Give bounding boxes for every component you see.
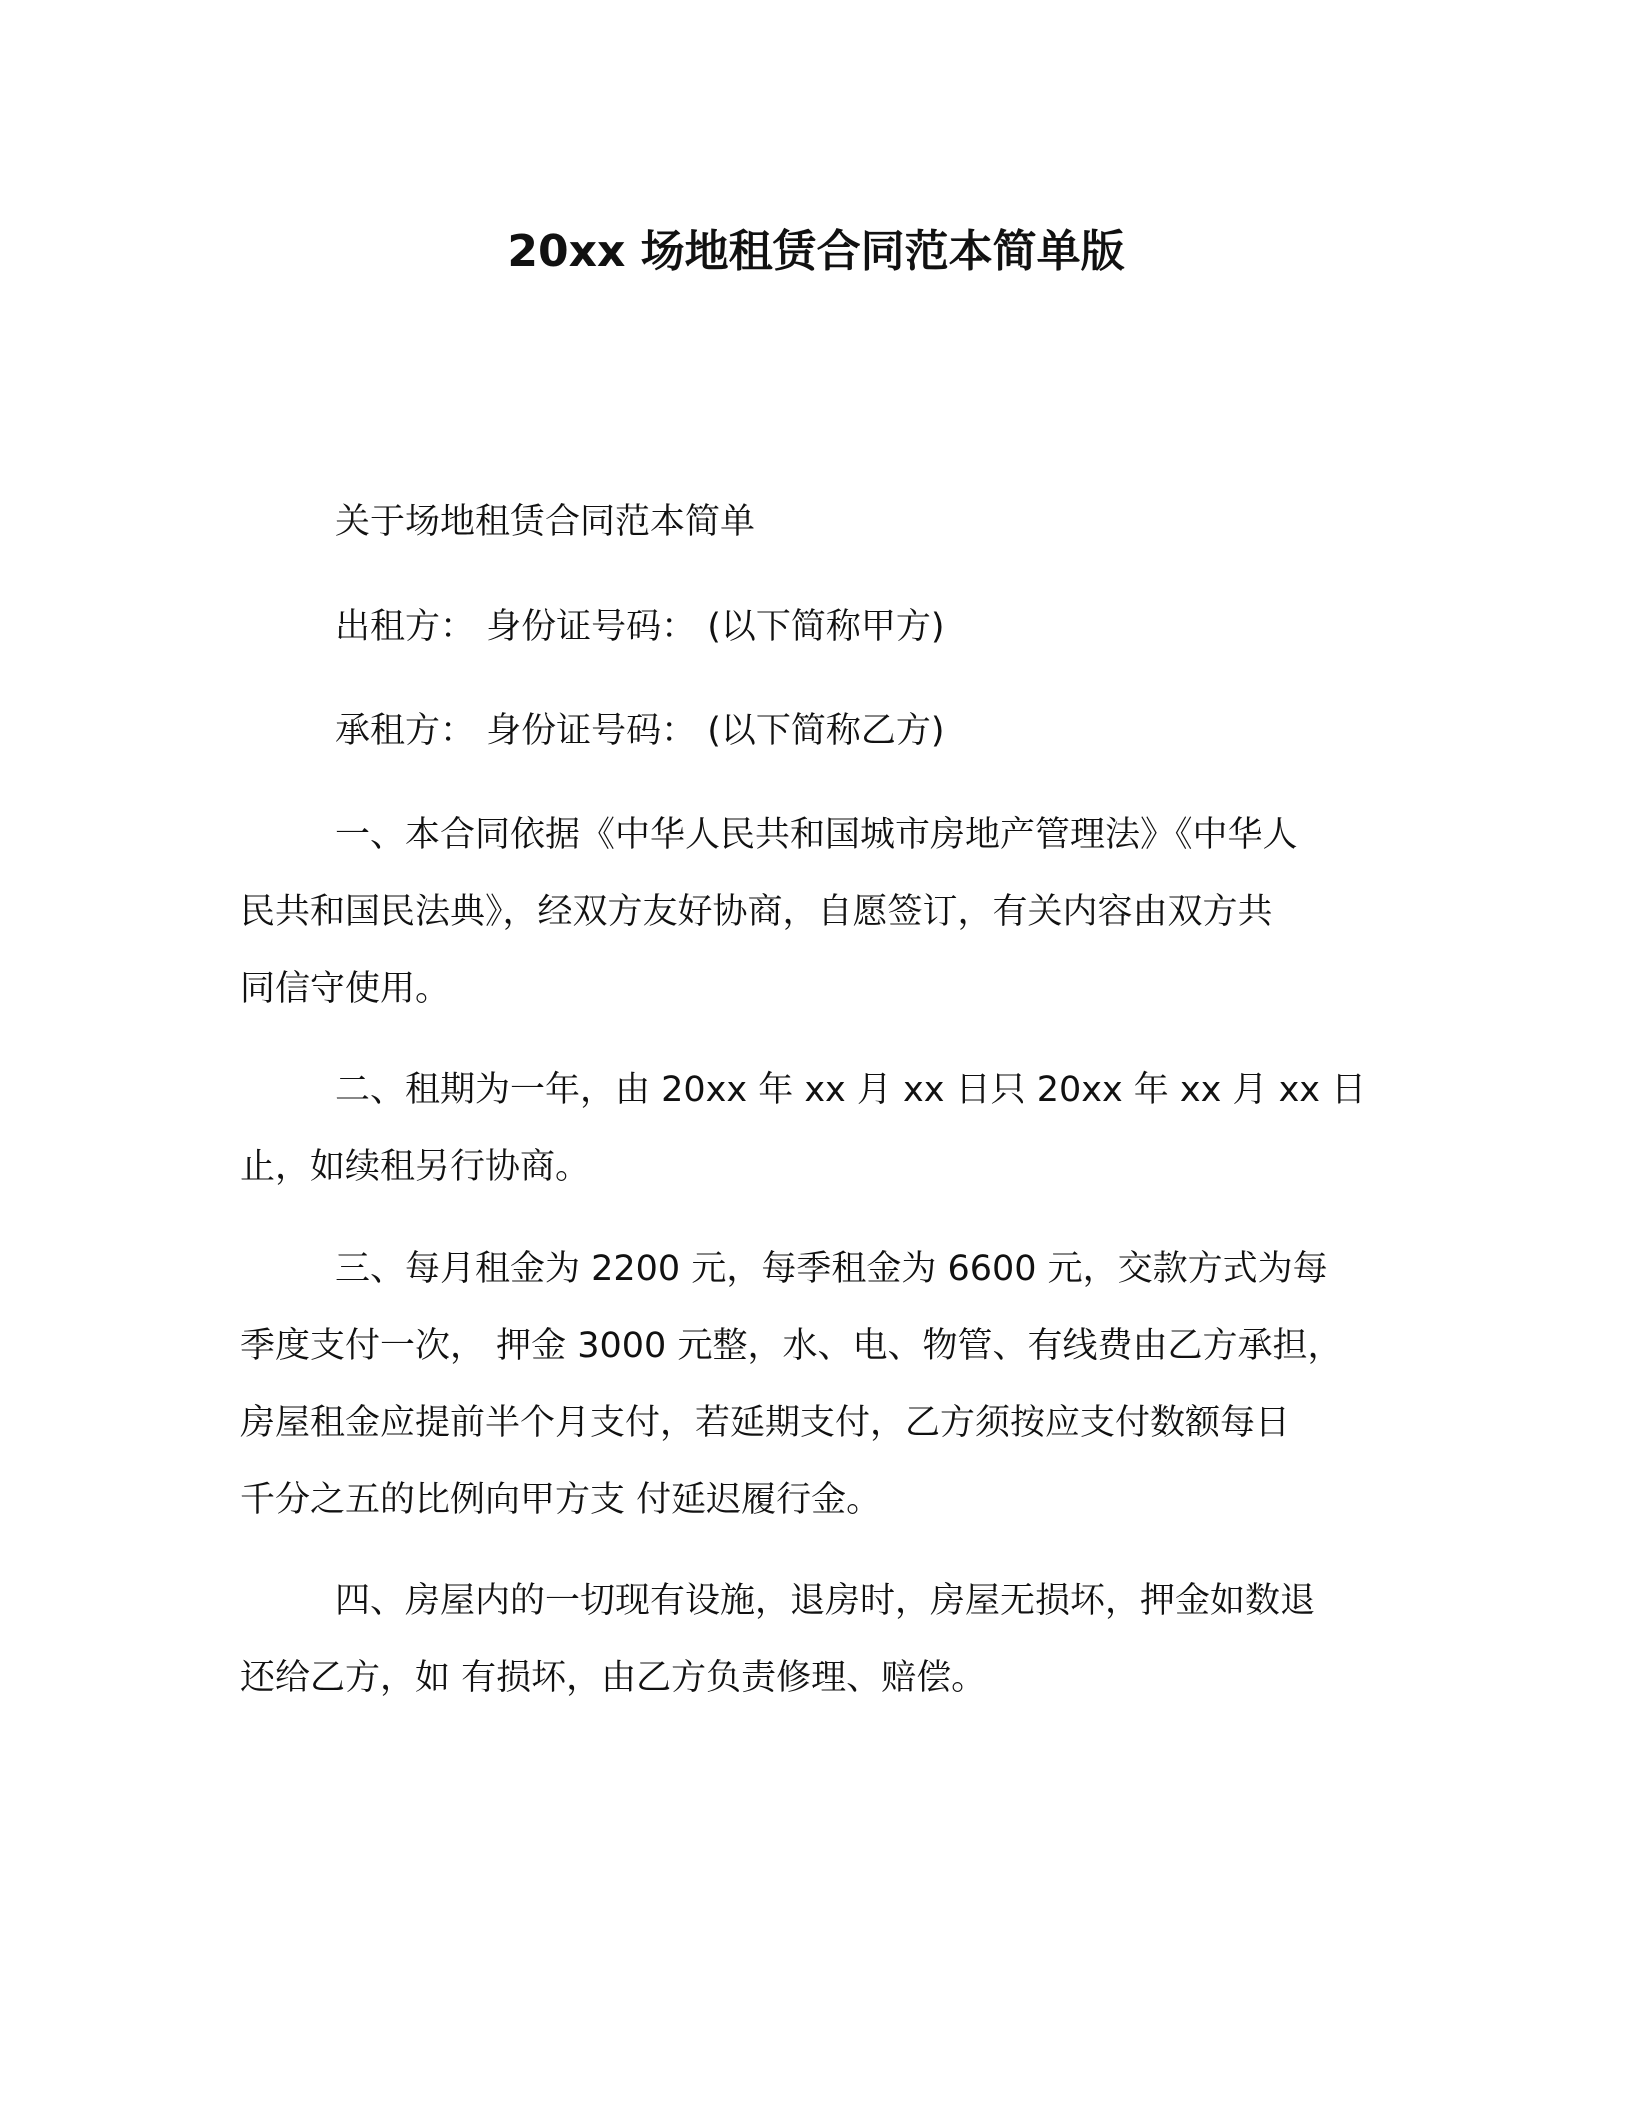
clause-3-paragraph bbox=[240, 1231, 1378, 1539]
clause-line: 止，如续租另行协商。 bbox=[240, 1147, 591, 1187]
lessee-text: 承租方： 身份证号码： (以下简称乙方) bbox=[335, 711, 945, 751]
contract-subtitle bbox=[240, 484, 1378, 561]
clause-2-paragraph bbox=[240, 1052, 1378, 1206]
clause-line: 还给乙方，如 有损坏，由乙方负责修理、赔偿。 bbox=[240, 1658, 987, 1698]
clause-line: 三、每月租金为 2200 元，每季租金为 6600 元，交款方式为每 bbox=[335, 1249, 1328, 1289]
clause-4-paragraph bbox=[240, 1563, 1378, 1717]
clause-line: 一、本合同依据《中华人民共和国城市房地产管理法》《中华人 bbox=[335, 815, 1298, 855]
clause-line: 季度支付一次， 押金 3000 元整，水、电、物管、有线费由乙方承担， bbox=[240, 1326, 1343, 1366]
clause-line: 四、房屋内的一切现有设施，退房时，房屋无损坏，押金如数退 bbox=[335, 1581, 1316, 1621]
document-title: 20xx 场地租赁合同范本简单版 bbox=[507, 226, 1125, 277]
subtitle-text: 关于场地租赁合同范本简单 bbox=[335, 502, 756, 542]
clause-line: 千分之五的比例向甲方支 付延迟履行金。 bbox=[240, 1480, 882, 1520]
clause-line: 二、租期为一年，由 20xx 年 xx 月 xx 日只 20xx 年 xx 月 xx 日 bbox=[335, 1070, 1367, 1110]
clause-line: 民共和国民法典》，经双方友好协商，自愿签订，有关内容由双方共 bbox=[240, 892, 1273, 932]
lessor-text: 出租方： 身份证号码： (以下简称甲方) bbox=[335, 607, 945, 647]
lessor-line bbox=[240, 589, 1378, 666]
clause-1-paragraph bbox=[240, 797, 1378, 1028]
lessee-line bbox=[240, 693, 1378, 770]
clause-line: 房屋租金应提前半个月支付，若延期支付，乙方须按应支付数额每日 bbox=[240, 1403, 1291, 1443]
clause-line: 同信守使用。 bbox=[240, 969, 451, 1009]
